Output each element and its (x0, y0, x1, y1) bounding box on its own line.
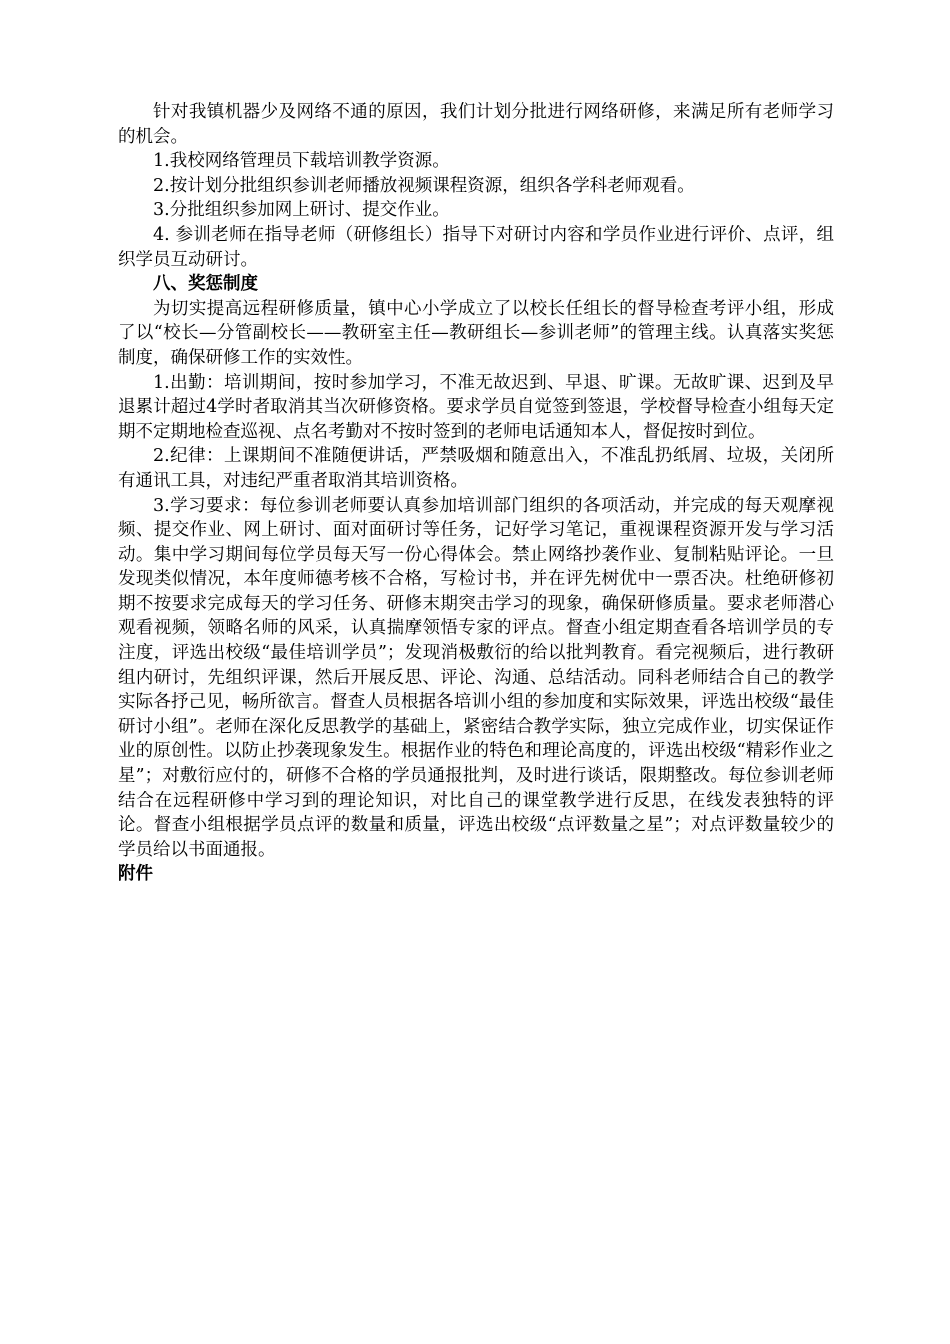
intro-paragraph: 针对我镇机器少及网络不通的原因，我们计划分批进行网络研修，来满足所有老师学习的机会。 (118, 102, 834, 147)
step-item: 4. 参训老师在指导老师（研修组长）指导下对研讨内容和学员作业进行评价、点评，组织学员互动研讨。 (118, 224, 834, 270)
step-item: 2.按计划分批组织参训老师播放视频课程资源，组织各学科老师观看。 (153, 175, 695, 196)
rule-attendance: 1.出勤：培训期间，按时参加学习，不准无故迟到、早退、旷课。无故旷课、迟到及早退累计超过4学时者取消其当次研修资格。要求学员自觉签到签退，学校督导检查小组每天定期不定期地检查巡视、点名考勤对不按时签到的老师电话通知本人，督促按时到位。 (118, 372, 834, 442)
rule-study-requirements: 3.学习要求：每位参训老师要认真参加培训部门组织的各项活动，并完成的每天观摩视频、提交作业、网上研讨、面对面研讨等任务，记好学习笔记，重视课程资源开发与学习活动。集中学习期间每位学员每天写一份心得体会。禁止网络抄袭作业、复制粘贴评论。一旦发现类似情况，本年度师德考核不合格，写检讨书，并在评先树优中一票否决。杜绝研修初期不按要求完成每天的学习任务、研修末期突击学习的现象，确保研修质量。要求老师潜心观看视频，领略名师的风采，认真揣摩领悟专家的评点。督查小组定期查看各培训学员的专注度，评选出校级“最佳培训学员”；发现消极敷衍的给以批判教育。看完视频后，进行教研组内研讨，先组织评课，然后开展反思、评论、沟通、总结活动。同科老师结合自己的教学实际各抒己见，畅所欲言。督查人员根据各培训小组的参加度和实际效果，评选出校级“最佳研讨小组”。老师在深化反思教学的基础上，紧密结合教学实际，独立完成作业，切实保证作业的原创性。以防止抄袭现象发生。根据作业的特色和理论高度的，评选出校级“精彩作业之星”；对敷衍应付的，研修不合格的学员通报批判，及时进行谈话，限期整改。每位参训老师结合在远程研修中学习到的理论知识，对比自己的课堂教学进行反思，在线发表独特的评论。督查小组根据学员点评的数量和质量，评选出校级“点评数量之星”；对点评数量较少的学员给以书面通报。 (118, 495, 834, 860)
section-intro-paragraph: 为切实提高远程研修质量，镇中心小学成立了以校长任组长的督导检查考评小组，形成了以“校长—分管副校长——教研室主任—教研组长—参训老师”的管理主线。认真落实奖惩制度，确保研修工作的实效性。 (118, 298, 834, 368)
section-heading: 八、奖惩制度 (153, 274, 258, 295)
step-item: 1.我校网络管理员下载培训教学资源。 (153, 151, 450, 172)
attachment-label: 附件 (118, 864, 153, 885)
document-body (118, 100, 834, 887)
step-item: 3.分批组织参加网上研讨、提交作业。 (153, 200, 450, 221)
rule-discipline: 2.纪律：上课期间不准随便讲话，严禁吸烟和随意出入，不准乱扔纸屑、垃圾，关闭所有通讯工具，对违纪严重者取消其培训资格。 (118, 446, 834, 491)
